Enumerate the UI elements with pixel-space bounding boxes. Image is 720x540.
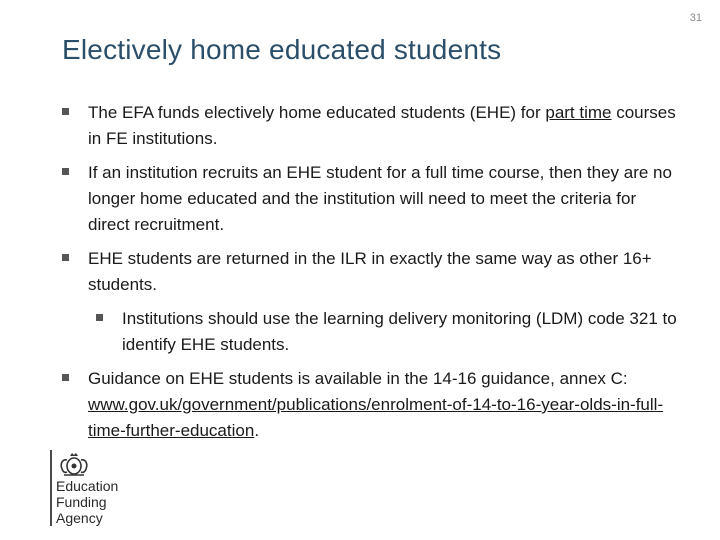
bullet-full-time-recruitment: [62, 160, 682, 238]
slide-title: Electively home educated students: [62, 34, 502, 65]
square-bullet-icon: [62, 168, 69, 175]
underlined-text: part time: [545, 103, 612, 122]
bullet-text: EHE students are returned in the ILR in exactly the same way as other 16+ students.: [88, 249, 652, 294]
square-bullet-icon: [62, 108, 69, 115]
efa-logo: [50, 450, 118, 526]
bullet-text: The EFA funds electively home educated students (EHE) for: [88, 103, 546, 122]
royal-crest-icon: [56, 450, 92, 478]
bullet-text: Guidance on EHE students is available in the 14-16 guidance, annex C:: [88, 369, 628, 388]
bullet-text: .: [254, 421, 260, 440]
bullet-efa-funding: [62, 100, 682, 152]
slide-number: 31: [689, 12, 702, 24]
bullet-text: If an institution recruits an EHE student for a full time course, then they are no longer home educated and the institution will need to meet the criteria for direct recruitment.: [88, 163, 672, 234]
bullet-list: [62, 100, 682, 452]
bullet-text: courses in FE institutions.: [88, 103, 676, 148]
guidance-link[interactable]: www.gov.uk/government/publications/enrolment-of-14-to-16-year-olds-in-full-time-further-education: [88, 395, 664, 440]
square-bullet-icon: [96, 314, 103, 321]
bullet-guidance: [62, 366, 682, 444]
sub-bullet-ldm-code: [96, 306, 682, 358]
bullet-text: Institutions should use the learning delivery monitoring (LDM) code 321 to identify EHE students.: [122, 309, 677, 354]
square-bullet-icon: [62, 374, 69, 381]
square-bullet-icon: [62, 254, 69, 261]
logo-line: Education: [56, 478, 119, 494]
bullet-ilr-return: [62, 246, 682, 298]
logo-line: Agency: [56, 510, 103, 526]
logo-line: Funding: [56, 494, 107, 510]
